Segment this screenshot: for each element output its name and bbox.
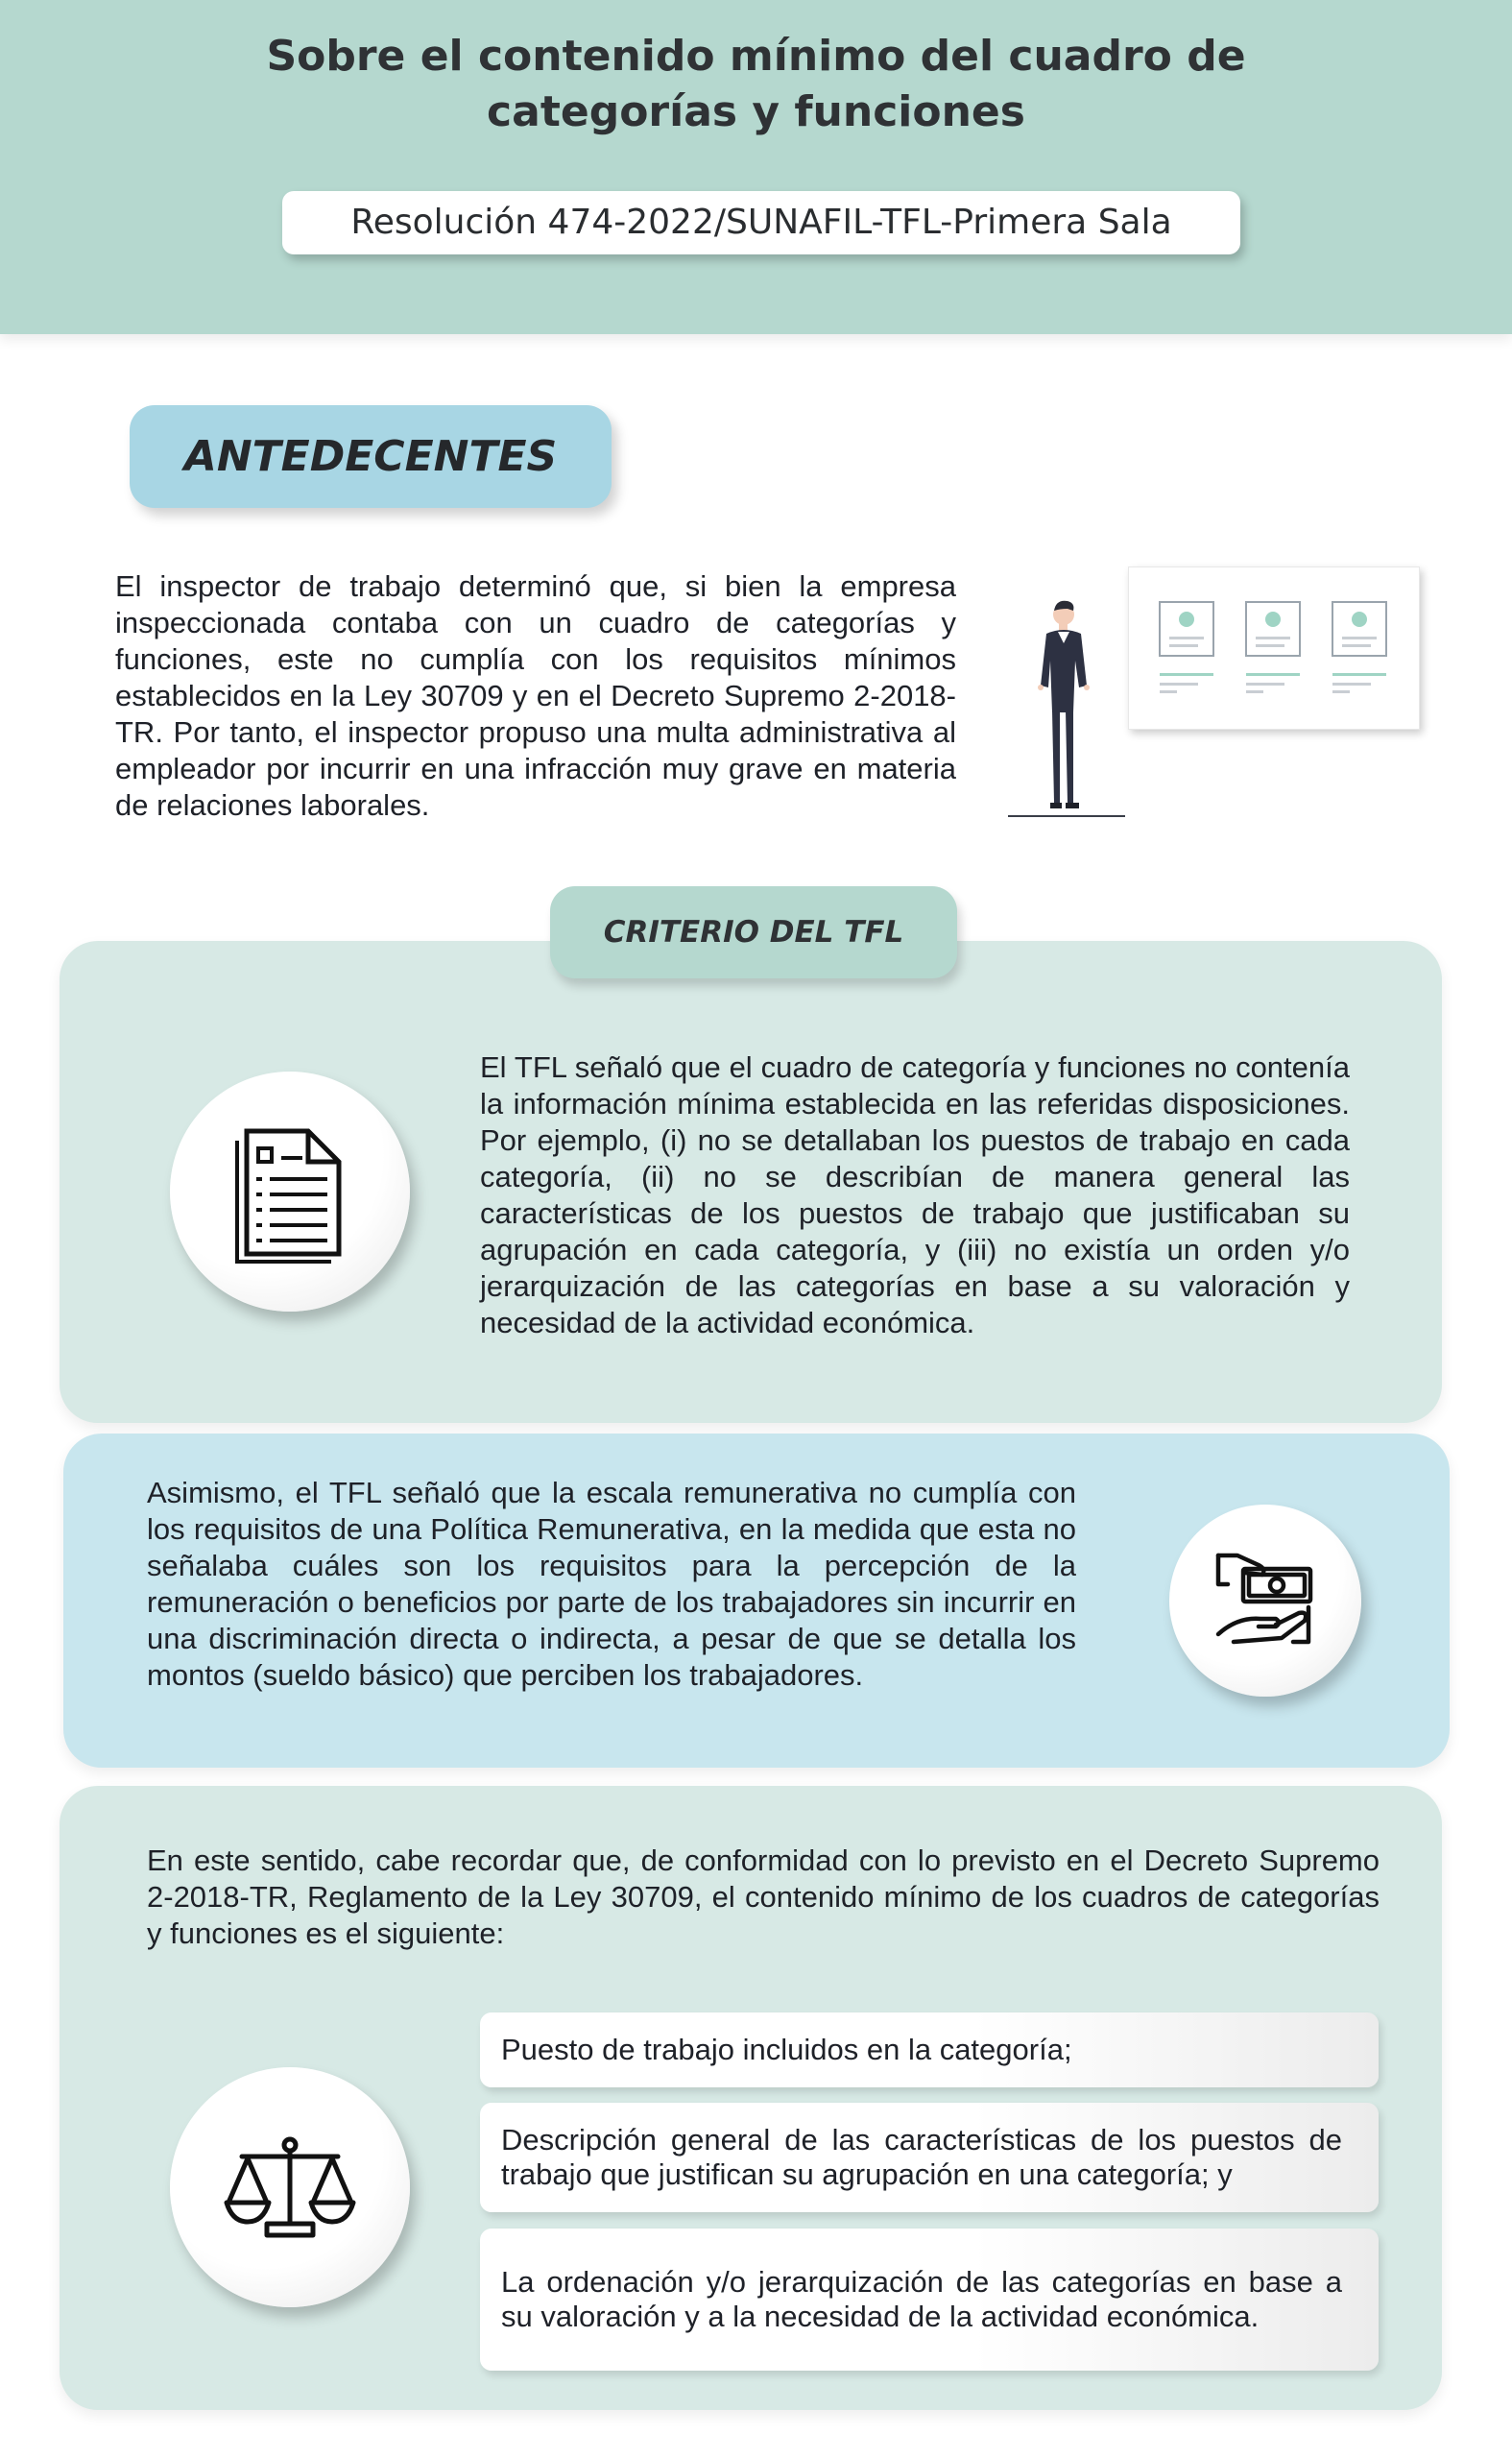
requirement-item-1	[480, 2012, 1379, 2087]
scales-icon-circle	[170, 2067, 410, 2307]
requirement-item-1-text: Puesto de trabajo incluidos en la categoría;	[501, 2033, 1072, 2066]
title-line-1: Sobre el contenido mínimo del cuadro de	[266, 32, 1246, 81]
requirement-item-2	[480, 2103, 1379, 2212]
document-icon-circle	[170, 1072, 410, 1312]
title-line-2: categorías y funciones	[487, 87, 1025, 136]
money-hands-icon	[1212, 1548, 1318, 1653]
criterio-text: El TFL señaló que el cuadro de categoría y funciones no contenía la información mínima establecida en las referidas disposiciones. Por ejemplo, (i) no se detallaban los puestos de trabajo en cada categoría, (ii) no se describían de manera general las características de los puestos de trabajo que justificaban su agrupación en cada categoría, y (iii) no existía un orden y/o jerarquización de las categorías en base a su valoración y necesidad de la actividad económica.	[480, 1050, 1350, 1339]
contenido-minimo-intro: En este sentido, cabe recordar que, de conformidad con lo previsto en el Decreto Supremo 2-2018-TR, Reglamento de la Ley 30709, el contenido mínimo de los cuadros de categorías y funciones es el siguiente:	[147, 1844, 1380, 1950]
resolution-label: Resolución 474-2022/SUNAFIL-TFL-Primera Sala	[282, 191, 1240, 254]
scales-of-justice-icon	[223, 2130, 357, 2245]
money-hands-icon-circle	[1169, 1505, 1361, 1697]
antecedentes-text: El inspector de trabajo determinó que, si bien la empresa inspeccionada contaba con un cuadro de categorías y funciones, este no cumplía con los requisitos mínimos establecidos en la Ley 30709 y en el Decreto Supremo 2-2018-TR. Por tanto, el inspector propuso una multa administrativa al empleador por incurrir en una infracción muy grave en materia de relaciones laborales.	[115, 569, 956, 822]
requirement-item-3	[480, 2229, 1379, 2371]
presentation-board	[1128, 566, 1420, 730]
person-icon	[1004, 597, 1129, 820]
requirement-item-3-text: La ordenación y/o jerarquización de las categorías en base a su valoración y a la necesidad de la actividad económica.	[501, 2265, 1342, 2333]
requirement-item-2-text: Descripción general de las características de los puestos de trabajo que justifican su agrupación en una categoría; y	[501, 2123, 1342, 2191]
page-title	[0, 29, 1512, 140]
antecedentes-heading: ANTEDECENTES	[130, 405, 612, 508]
remuneracion-text: Asimismo, el TFL señaló que la escala remunerativa no cumplía con los requisitos de una Política Remunerativa, en la medida que esta no señalaba cuáles son los requisitos para la percepción de la remuneración o beneficios por parte de los trabajadores sin incurrir en una discriminación directa o indirecta, a pesar de que se detalla los montos (sueldo básico) que perciben los trabajadores.	[147, 1476, 1076, 1692]
document-icon	[228, 1120, 352, 1264]
criterio-heading: CRITERIO DEL TFL	[550, 886, 957, 978]
